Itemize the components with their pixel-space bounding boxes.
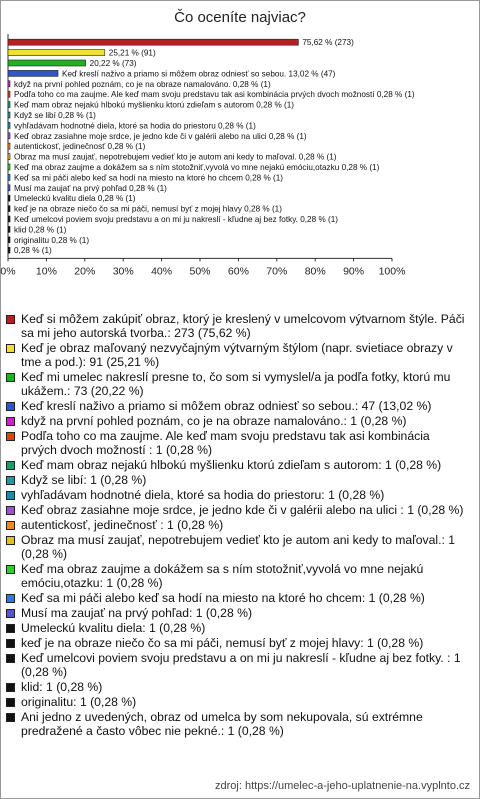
source-note: zdroj: https://umelec-a-jeho-uplatnenie-na.vyplnto.cz — [215, 780, 470, 792]
legend-swatch — [6, 654, 15, 663]
legend-swatch — [6, 373, 15, 382]
legend-label: Umeleckú kvalitu diela: 1 (0,28 %) — [21, 621, 206, 635]
legend-item — [6, 370, 468, 398]
bar — [8, 112, 10, 118]
legend-swatch — [6, 609, 15, 618]
bar — [8, 91, 10, 97]
x-tick-label: 80% — [304, 265, 326, 278]
legend — [6, 312, 468, 739]
legend-label: Když se libí: 1 (0,28 %) — [21, 473, 147, 487]
x-tick-label: 20% — [74, 265, 96, 278]
legend-label: vyhľadávam hodnotné diela, ktoré sa hodia do priestoru: 1 (0,28 %) — [21, 488, 385, 502]
legend-item — [6, 710, 468, 738]
legend-swatch — [6, 594, 15, 603]
legend-label: Keď je obraz maľovaný nezvyčajným výtvarným štýlom (napr. svietiace obrazy v tme a pod.): 91 (25,21 %) — [21, 341, 453, 369]
bar-label: Keď sa mi páči alebo keď sa hodí na miesto na ktoré ho chcem 0,28 % (1) — [14, 173, 284, 183]
legend-swatch — [6, 476, 15, 485]
legend-swatch — [6, 461, 15, 470]
bar — [8, 174, 10, 180]
bar — [8, 195, 10, 201]
legend-item — [6, 695, 468, 709]
legend-item — [6, 651, 468, 679]
legend-label: originalitu: 1 (0,28 %) — [21, 695, 137, 709]
bar — [8, 216, 10, 222]
x-tick-label: 10% — [35, 265, 57, 278]
bar — [8, 102, 10, 108]
legend-label: když na první pohled poznám, co je na obraze namalováno.: 1 (0,28 %) — [21, 414, 407, 428]
legend-swatch — [6, 565, 15, 574]
bar — [8, 81, 10, 87]
legend-swatch — [6, 417, 15, 426]
legend-swatch — [6, 521, 15, 530]
legend-swatch — [6, 432, 15, 441]
bar-label: 0,28 % (1) — [14, 246, 52, 256]
legend-item — [6, 533, 468, 561]
legend-swatch — [6, 698, 15, 707]
legend-label: Keď kreslí naživo a priamo si môžem obraz odniesť so sebou.: 47 (13,02 %) — [21, 399, 432, 413]
legend-label: klid: 1 (0,28 %) — [21, 680, 103, 694]
bar-plot — [0, 30, 480, 308]
x-tick-label: 40% — [151, 265, 173, 278]
bar-label: 20,22 % (73) — [89, 59, 137, 68]
x-tick-label: 0% — [0, 265, 16, 278]
legend-label: Ani jedno z uvedených, obraz od umelca by som nekupovala, sú extrémne predražené a často vôbec nie pekné.: 1 (0,28 %) — [21, 710, 423, 738]
bar — [8, 247, 10, 253]
legend-item — [6, 341, 468, 369]
legend-swatch — [6, 639, 15, 648]
legend-item — [6, 429, 468, 457]
chart-title: Čo oceníte najviac? — [174, 9, 306, 26]
legend-item — [6, 488, 468, 502]
legend-swatch — [6, 402, 15, 411]
bar-label: autentickosť, jedinečnosť 0,28 % (1) — [14, 142, 146, 152]
legend-label: Keď obraz zasiahne moje srdce, je jedno kde či v galérii alebo na ulici : 1 (0,28 %) — [21, 503, 464, 517]
x-tick-label: 50% — [189, 265, 211, 278]
legend-swatch — [6, 506, 15, 515]
bar — [8, 133, 10, 139]
legend-label: Keď ma obraz zaujme a dokážem sa s ním stotožniť,vyvolá vo mne nejakú emóciu,otazku: 1 (0,28 %) — [21, 562, 424, 590]
x-tick-label: 30% — [112, 265, 134, 278]
legend-item — [6, 312, 468, 340]
bar-label: originalitu 0,28 % (1) — [14, 235, 90, 245]
legend-label: Podľa toho co ma zaujme. Ale keď mam svoju predstavu tak asi kombinácia prvých dvoch možností : 1 (0,28 %) — [21, 429, 430, 457]
bar — [8, 122, 10, 128]
legend-label: Keď umelcovi poviem svoju predstavu a on mi ju nakreslí - kľudne aj bez fotky. : 1 (0,28 %) — [21, 651, 461, 679]
bar-label: vyhľadávam hodnotné diela, ktoré sa hodia do priestoru 0,28 % (1) — [14, 121, 256, 131]
bar-label: Umeleckú kvalitu diela 0,28 % (1) — [14, 194, 136, 204]
legend-swatch — [6, 491, 15, 500]
legend-label: autentickosť, jedinečnosť : 1 (0,28 %) — [21, 518, 224, 532]
bar-label: Keď ma obraz zaujme a dokážem sa s ním stotožniť,vyvolá vo mne nejakú emóciu,otazku 0,28 % (1) — [14, 163, 380, 172]
legend-item — [6, 606, 468, 620]
bar-label: klid 0,28 % (1) — [14, 225, 67, 235]
legend-label: Musí ma zaujať na prvý pohľad: 1 (0,28 %) — [21, 606, 252, 620]
bar-label: Když se libí 0,28 % (1) — [14, 111, 96, 120]
bar — [8, 50, 105, 56]
x-tick-label: 70% — [266, 265, 288, 278]
bar-label: Obraz ma musí zaujať, nepotrebujem vedieť kto je autom ani kedy to maľoval. 0,28 % (1) — [14, 152, 337, 162]
bar — [8, 237, 10, 243]
x-tick-label: 90% — [343, 265, 365, 278]
legend-item — [6, 399, 468, 413]
bar — [8, 39, 298, 45]
bar — [8, 60, 86, 66]
bar — [8, 226, 10, 232]
legend-label: Keď mi umelec nakreslí presne to, čo som si vymyslel/a ja podľa fotky, ktorú mu ukážem.: 73 (20,22 %) — [21, 370, 451, 398]
legend-item — [6, 636, 468, 650]
legend-swatch — [6, 315, 15, 324]
legend-item — [6, 621, 468, 635]
bar — [8, 164, 10, 170]
legend-label: Keď si môžem zakúpiť obraz, ktorý je kreslený v umelcovom výtvarnom štýle. Páči sa mi jeho autorská tvorba.: 273 (75,62 %) — [21, 312, 465, 340]
legend-swatch — [6, 344, 15, 353]
bar-label: 75,62 % (273) — [302, 38, 354, 48]
legend-swatch — [6, 624, 15, 633]
legend-swatch — [6, 683, 15, 692]
legend-label: Keď sa mi páči alebo keď sa hodí na miesto na ktoré ho chcem: 1 (0,28 %) — [21, 591, 425, 605]
bar-label: Keď umelcovi poviem svoju predstavu a on mi ju nakreslí - kľudne aj bez fotky. 0,28 % (1) — [14, 215, 339, 224]
bar-label: když na první pohled poznám, co je na obraze namalováno. 0,28 % (1) — [14, 79, 271, 89]
legend-item — [6, 473, 468, 487]
legend-item — [6, 414, 468, 428]
bar-label: Keď obraz zasiahne moje srdce, je jedno kde či v galérii alebo na ulici 0,28 % (1) — [14, 131, 307, 141]
legend-item — [6, 680, 468, 694]
legend-item — [6, 458, 468, 472]
legend-swatch — [6, 713, 15, 722]
x-tick-label: 100% — [378, 265, 406, 278]
legend-item — [6, 518, 468, 532]
bar-label: 25,21 % (91) — [108, 48, 156, 58]
bar-label: Keď kreslí naživo a priamo si môžem obraz odniesť so sebou. 13,02 % (47) — [61, 69, 336, 79]
legend-label: Obraz ma musí zaujať, nepotrebujem vedieť kto je autom ani kedy to maľoval.: 1 (0,28 %) — [21, 533, 456, 561]
bar-label: Podľa toho co ma zaujme. Ale keď mam svoju predstavu tak asi kombinácia prvých dvoch možností 0,28 % (1) — [14, 90, 415, 100]
bar — [8, 206, 10, 212]
bar — [8, 70, 58, 76]
bar-label: Musí ma zaujať na prvý pohľad 0,28 % (1) — [14, 183, 167, 193]
x-tick-label: 60% — [227, 265, 249, 278]
legend-label: keď je na obraze niečo čo sa mi páči, nemusí byť z mojej hlavy: 1 (0,28 %) — [21, 636, 424, 650]
legend-label: Keď mam obraz nejakú hlbokú myšlienku ktorú zdieľam s autorom: 1 (0,28 %) — [21, 458, 442, 472]
legend-swatch — [6, 536, 15, 545]
legend-item — [6, 562, 468, 590]
legend-item — [6, 591, 468, 605]
bar-label: Keď mam obraz nejakú hlbokú myšlienku ktorú zdieľam s autorom 0,28 % (1) — [14, 100, 295, 110]
bar — [8, 154, 10, 160]
bar-label: keď je na obraze niečo čo sa mi páči, nemusí byť z mojej hlavy 0,28 % (1) — [14, 204, 282, 214]
legend-item — [6, 503, 468, 517]
bar — [8, 185, 10, 191]
bar — [8, 143, 10, 149]
